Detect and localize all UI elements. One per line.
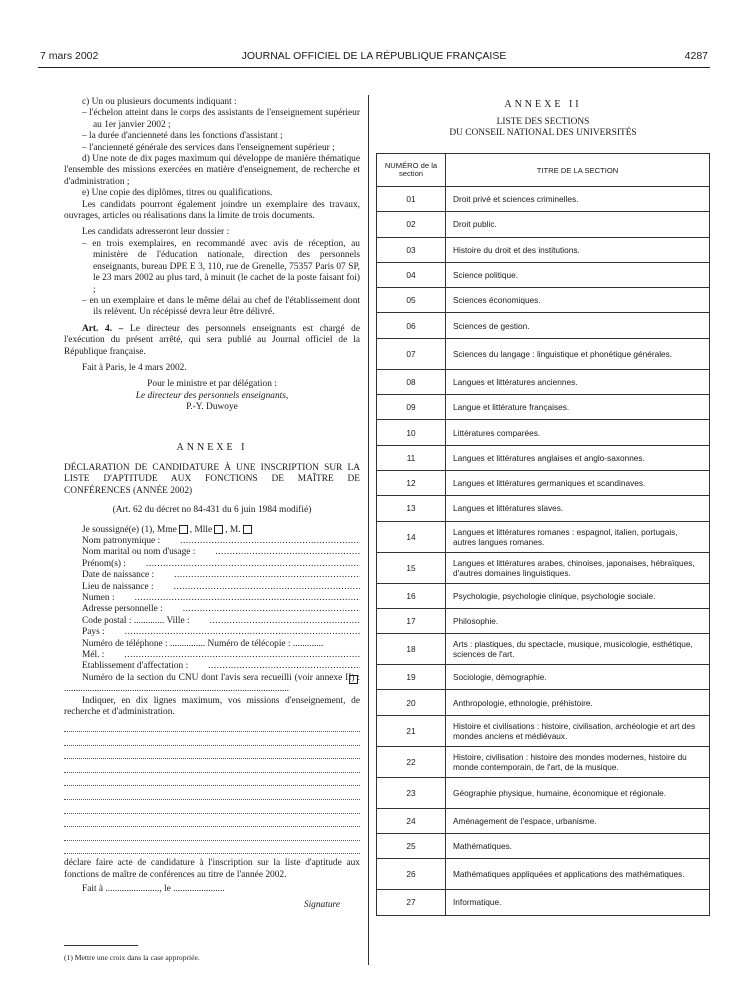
field-dots xyxy=(192,616,360,627)
dossier-item: – en un exemplaire et dans le même délai au chef de l'établissement dont ils relèvent. Un récépissé devra leur être délivré. xyxy=(82,295,360,318)
field-nom-marital[interactable] xyxy=(64,547,360,558)
field-label: Prénom(s) : xyxy=(82,558,127,569)
field-label: Numéro de téléphone : ............... Numéro de télécopie : ............. xyxy=(82,638,324,649)
section-title: Anthropologie, ethnologie, préhistoire. xyxy=(446,690,710,715)
section-title: Sciences du langage : linguistique et phonétique générales. xyxy=(446,338,710,369)
section-title: Histoire du droit et des institutions. xyxy=(446,237,710,262)
table-row xyxy=(377,608,710,633)
checkbox-mme[interactable] xyxy=(179,525,188,534)
signature-label: Signature xyxy=(303,899,340,910)
field-adresse[interactable] xyxy=(64,604,360,615)
field-cnu[interactable] xyxy=(64,673,360,696)
section-number: 09 xyxy=(377,395,446,420)
table-row xyxy=(377,262,710,287)
field-label: Lieu de naissance : xyxy=(82,581,154,592)
missions-line[interactable] xyxy=(64,759,360,773)
c-item: – la durée d'ancienneté dans les fonctions d'assistant ; xyxy=(82,131,283,142)
field-dots xyxy=(165,604,360,615)
section-title: Littératures comparées. xyxy=(446,420,710,445)
table-row xyxy=(377,445,710,470)
field-label: Numéro de la section du CNU dont l'avis sera recueilli (voir annexe II) : ................................................................................................ xyxy=(64,672,360,695)
section-number: 19 xyxy=(377,665,446,690)
missions-line[interactable] xyxy=(64,841,360,855)
sections-table-body xyxy=(377,187,710,916)
table-row xyxy=(377,338,710,369)
m-label: , M. xyxy=(225,524,241,535)
field-label: Etablissement d'affectation : xyxy=(82,661,189,672)
column-header-numero: NUMÉRO de la section xyxy=(377,154,446,187)
section-number: 23 xyxy=(377,777,446,808)
section-title: Langues et littératures arabes, chinoises, japonaises, hébraïques, d'autres domaines linguistiques. xyxy=(446,552,710,583)
field-dots xyxy=(156,570,360,581)
missions-line[interactable] xyxy=(64,746,360,760)
section-number: 08 xyxy=(377,369,446,394)
column-divider xyxy=(368,95,369,965)
section-title: Langues et littératures germaniques et scandinaves. xyxy=(446,470,710,495)
left-column xyxy=(64,97,360,911)
section-title: Droit public. xyxy=(446,212,710,237)
field-etablissement[interactable] xyxy=(64,661,360,672)
field-label: Code postal : ............. Ville : xyxy=(82,615,190,626)
c-item: – l'ancienneté générale des services dans l'enseignement supérieur ; xyxy=(82,142,335,153)
d-paragraph: d) Une note de dix pages maximum qui développe de manière thématique l'ensemble des missions exercées en matière d'enseignement, de recherche et d'administration ; xyxy=(64,154,360,187)
field-dots xyxy=(156,582,360,593)
field-dots xyxy=(128,559,360,570)
table-row xyxy=(377,313,710,338)
section-number: 06 xyxy=(377,313,446,338)
missions-line[interactable] xyxy=(64,786,360,800)
dossier-item: – en trois exemplaires, en recommandé avec avis de réception, au ministère de l'éducation nationale, direction des personnels enseignants, bureau DPE E 3, 110, rue de Grenelle, 75357 Paris 07 SP, le 23 mars 2002 au plus tard, à minuit (le cachet de la poste faisant foi) ; xyxy=(82,238,360,295)
annexe-2-subtitle-1: LISTE DES SECTIONS xyxy=(496,117,590,127)
missions-line[interactable] xyxy=(64,718,360,732)
field-label: Adresse personnelle : xyxy=(82,604,163,615)
field-label: Pays : xyxy=(82,627,105,638)
field-mel[interactable] xyxy=(64,650,360,661)
table-row xyxy=(377,496,710,521)
column-header-titre: TITRE DE LA SECTION xyxy=(446,154,710,187)
section-number: 25 xyxy=(377,834,446,859)
article-4-text: Le directeur des personnels enseignants est chargé de l'exécution du présent arrêté, qui sera publié au Journal officiel de la République française. xyxy=(64,323,360,357)
section-number: 04 xyxy=(377,262,446,287)
field-dots xyxy=(107,627,360,638)
section-number: 10 xyxy=(377,420,446,445)
missions-instruction: Indiquer, en dix lignes maximum, vos missions d'enseignement, de recherche et d'administration. xyxy=(64,695,360,718)
missions-line[interactable] xyxy=(64,814,360,828)
table-row xyxy=(377,715,710,746)
section-title: Histoire, civilisation : histoire des mondes modernes, histoire du monde contemporain, de l'art, de la musique. xyxy=(446,746,710,777)
adresseront-paragraph: Les candidats adresseront leur dossier : xyxy=(82,227,230,238)
field-lieu-naissance[interactable] xyxy=(64,582,360,593)
section-title: Informatique. xyxy=(446,890,710,915)
signature-line-2: Le directeur des personnels enseignants, xyxy=(135,390,289,401)
annexe-2-subtitle-2: DU CONSEIL NATIONAL DES UNIVERSITÉS xyxy=(449,128,637,138)
section-number: 16 xyxy=(377,583,446,608)
declare-paragraph: déclare faire acte de candidature à l'inscription sur la liste d'aptitude aux fonctions de maître de conférences au titre de l'année 2002. xyxy=(64,858,360,880)
section-title: Psychologie, psychologie clinique, psychologie sociale. xyxy=(446,583,710,608)
table-row xyxy=(377,634,710,665)
section-title: Aménagement de l'espace, urbanisme. xyxy=(446,808,710,833)
soussigne-line xyxy=(64,525,360,536)
table-row xyxy=(377,690,710,715)
section-title: Philosophie. xyxy=(446,608,710,633)
section-number: 02 xyxy=(377,212,446,237)
header-journal-title: JOURNAL OFFICIEL DE LA RÉPUBLIQUE FRANÇAISE xyxy=(241,50,507,62)
field-telephone[interactable] xyxy=(64,639,360,650)
field-dots xyxy=(197,547,360,558)
section-title: Langues et littératures slaves. xyxy=(446,496,710,521)
table-row xyxy=(377,665,710,690)
field-dots xyxy=(106,650,360,661)
section-number: 15 xyxy=(377,552,446,583)
section-number: 24 xyxy=(377,808,446,833)
field-code-postal[interactable] xyxy=(64,616,360,627)
section-number: 22 xyxy=(377,746,446,777)
table-row xyxy=(377,187,710,212)
section-title: Langues et littératures anglaises et anglo-saxonnes. xyxy=(446,445,710,470)
section-number: 27 xyxy=(377,890,446,915)
fait-a-line[interactable]: Fait à ......................., le ...................... xyxy=(82,884,225,895)
section-number: 26 xyxy=(377,859,446,890)
declaration-reference: (Art. 62 du décret no 84-431 du 6 juin 1984 modifié) xyxy=(112,505,312,516)
c-intro: c) Un ou plusieurs documents indiquant : xyxy=(82,97,237,107)
field-label: Mél. : xyxy=(82,650,105,661)
table-row xyxy=(377,212,710,237)
checkbox-mlle[interactable] xyxy=(214,525,223,534)
signature-line-1: Pour le ministre et par délégation : xyxy=(147,379,277,390)
section-number: 12 xyxy=(377,470,446,495)
missions-line[interactable] xyxy=(64,773,360,787)
header-rule xyxy=(38,67,710,68)
table-row xyxy=(377,521,710,552)
table-row xyxy=(377,834,710,859)
annexe-2-title: ANNEXE II xyxy=(504,99,582,110)
section-title: Mathématiques appliquées et applications des mathématiques. xyxy=(446,859,710,890)
section-number: 13 xyxy=(377,496,446,521)
table-header-row xyxy=(377,154,710,187)
article-4 xyxy=(64,324,360,358)
article-4-label: Art. 4. – xyxy=(82,323,124,334)
table-row xyxy=(377,859,710,890)
signature-name: P.-Y. Duwoye xyxy=(186,402,238,413)
footnote-rule xyxy=(64,945,138,946)
table-row xyxy=(377,288,710,313)
header-page-number: 4287 xyxy=(684,50,708,62)
section-title: Langue et littérature françaises. xyxy=(446,395,710,420)
field-prenoms[interactable] xyxy=(64,559,360,570)
checkbox-cnu[interactable] xyxy=(349,675,358,684)
section-number: 14 xyxy=(377,521,446,552)
table-row xyxy=(377,583,710,608)
annexe-1-title: ANNEXE I xyxy=(176,441,248,453)
section-number: 21 xyxy=(377,715,446,746)
section-title: Sciences de gestion. xyxy=(446,313,710,338)
missions-line[interactable] xyxy=(64,800,360,814)
checkbox-m[interactable] xyxy=(243,525,252,534)
table-row xyxy=(377,808,710,833)
section-number: 05 xyxy=(377,288,446,313)
section-number: 11 xyxy=(377,445,446,470)
field-label: Date de naissance : xyxy=(82,570,155,581)
field-date-naissance[interactable] xyxy=(64,570,360,581)
field-dots xyxy=(117,593,360,604)
missions-line[interactable] xyxy=(64,732,360,746)
field-dots xyxy=(162,536,360,547)
table-row xyxy=(377,369,710,394)
section-title: Géographie physique, humaine, économique et régionale. xyxy=(446,777,710,808)
field-label: Numen : xyxy=(82,593,115,604)
section-title: Mathématiques. xyxy=(446,834,710,859)
table-row xyxy=(377,420,710,445)
section-title: Sciences économiques. xyxy=(446,288,710,313)
missions-line[interactable] xyxy=(64,827,360,841)
fait-paris: Fait à Paris, le 4 mars 2002. xyxy=(82,362,187,373)
field-label: Nom patronymique : xyxy=(82,536,161,546)
header-date: 7 mars 2002 xyxy=(40,50,99,62)
section-number: 07 xyxy=(377,338,446,369)
section-number: 03 xyxy=(377,237,446,262)
table-row xyxy=(377,470,710,495)
section-title: Sociologie, démographie. xyxy=(446,665,710,690)
field-dots xyxy=(190,661,360,672)
section-number: 20 xyxy=(377,690,446,715)
table-row xyxy=(377,746,710,777)
joindre-paragraph: Les candidats pourront également joindre un exemplaire des travaux, ouvrages, articles ou réalisations dans la limite de trois documents. xyxy=(64,199,360,222)
section-number: 01 xyxy=(377,187,446,212)
section-number: 18 xyxy=(377,634,446,665)
field-label: Nom marital ou nom d'usage : xyxy=(82,547,196,558)
section-title: Droit privé et sciences criminelles. xyxy=(446,187,710,212)
section-title: Langues et littératures romanes : espagnol, italien, portugais, autres langues romanes. xyxy=(446,521,710,552)
table-row xyxy=(377,552,710,583)
footnote: (1) Mettre une croix dans la case appropriée. xyxy=(64,953,200,962)
e-paragraph: e) Une copie des diplômes, titres ou qualifications. xyxy=(82,188,273,199)
table-row xyxy=(377,890,710,915)
field-pays[interactable] xyxy=(64,627,360,638)
section-title: Langues et littératures anciennes. xyxy=(446,369,710,394)
section-title: Arts : plastiques, du spectacle, musique, musicologie, esthétique, sciences de l'art. xyxy=(446,634,710,665)
field-numen[interactable] xyxy=(64,593,360,604)
table-row xyxy=(377,395,710,420)
section-title: Science politique. xyxy=(446,262,710,287)
field-nom-patronymique[interactable] xyxy=(64,536,360,547)
soussigne-label: Je soussigné(e) (1), Mme xyxy=(82,524,177,535)
declaration-title: DÉCLARATION DE CANDIDATURE À UNE INSCRIPTION SUR LA LISTE D'APTITUDE AUX FONCTIONS DE MAÎTRE DE CONFÉRENCES (ANNÉE 2002) xyxy=(64,462,360,496)
section-title: Histoire et civilisations : histoire, civilisation, archéologie et art des mondes anciens et médiévaux. xyxy=(446,715,710,746)
c-item: – l'échelon atteint dans le corps des assistants de l'enseignement supérieur au 1er janvier 2002 ; xyxy=(82,108,360,130)
section-number: 17 xyxy=(377,608,446,633)
table-row xyxy=(377,237,710,262)
mlle-label: , Mlle xyxy=(189,524,213,535)
table-row xyxy=(377,777,710,808)
sections-table xyxy=(376,153,710,916)
